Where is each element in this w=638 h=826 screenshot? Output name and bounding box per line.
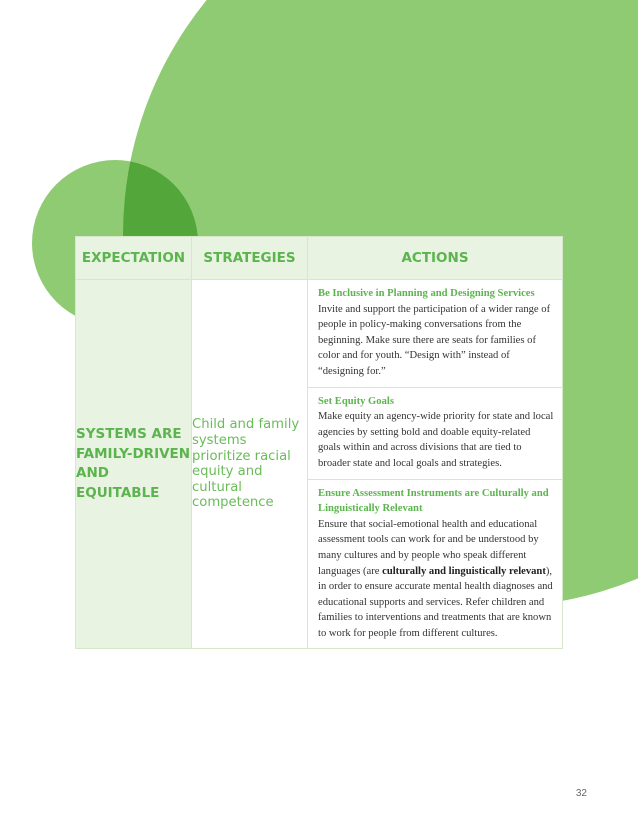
- action-item: [308, 280, 562, 388]
- action-title: Ensure Assessment Instruments are Culturally and Linguistically Relevant: [318, 487, 549, 515]
- table-header-row: [76, 237, 563, 280]
- action-title: Be Inclusive in Planning and Designing Services: [318, 288, 535, 299]
- action-body-text: ), in order to ensure accurate mental health diagnoses and educational supports and services. Refer children and families to interventions and treatments that are known to work for people from different cultures.: [318, 565, 553, 639]
- action-item: [308, 480, 562, 649]
- table-row: [76, 280, 563, 649]
- expectation-strategy-actions-table: [75, 236, 563, 649]
- action-body: Invite and support the participation of a wider range of people in policy-making conversations from the beginning. Make sure there are seats for families of color and for youth. “Design with” instead of “designing for.”: [318, 303, 551, 377]
- action-body-emphasis: culturally and linguistically relevant: [382, 565, 546, 577]
- actions-cell: [308, 280, 563, 649]
- action-body-text: Ensure that social-emotional health and educational assessment tools can work for and be understood by many cultures and by people who speak different languages (are: [318, 518, 539, 577]
- page-number: 32: [575, 788, 587, 799]
- strategies-header: STRATEGIES: [192, 237, 308, 280]
- action-item: [308, 388, 562, 480]
- action-body: Make equity an agency-wide priority for state and local agencies by setting bold and doable equity-related goals within and across divisions that are tied to broader state and local goals and strategies.: [318, 411, 554, 469]
- action-title: Set Equity Goals: [318, 395, 394, 407]
- action-body: [318, 517, 554, 642]
- expectation-header: EXPECTATION: [76, 237, 192, 280]
- actions-header: ACTIONS: [308, 237, 563, 280]
- strategy-cell: Child and family systems prioritize racial equity and cultural competence: [192, 280, 308, 649]
- expectation-cell: SYSTEMS ARE FAMILY-DRIVEN AND EQUITABLE: [76, 280, 192, 649]
